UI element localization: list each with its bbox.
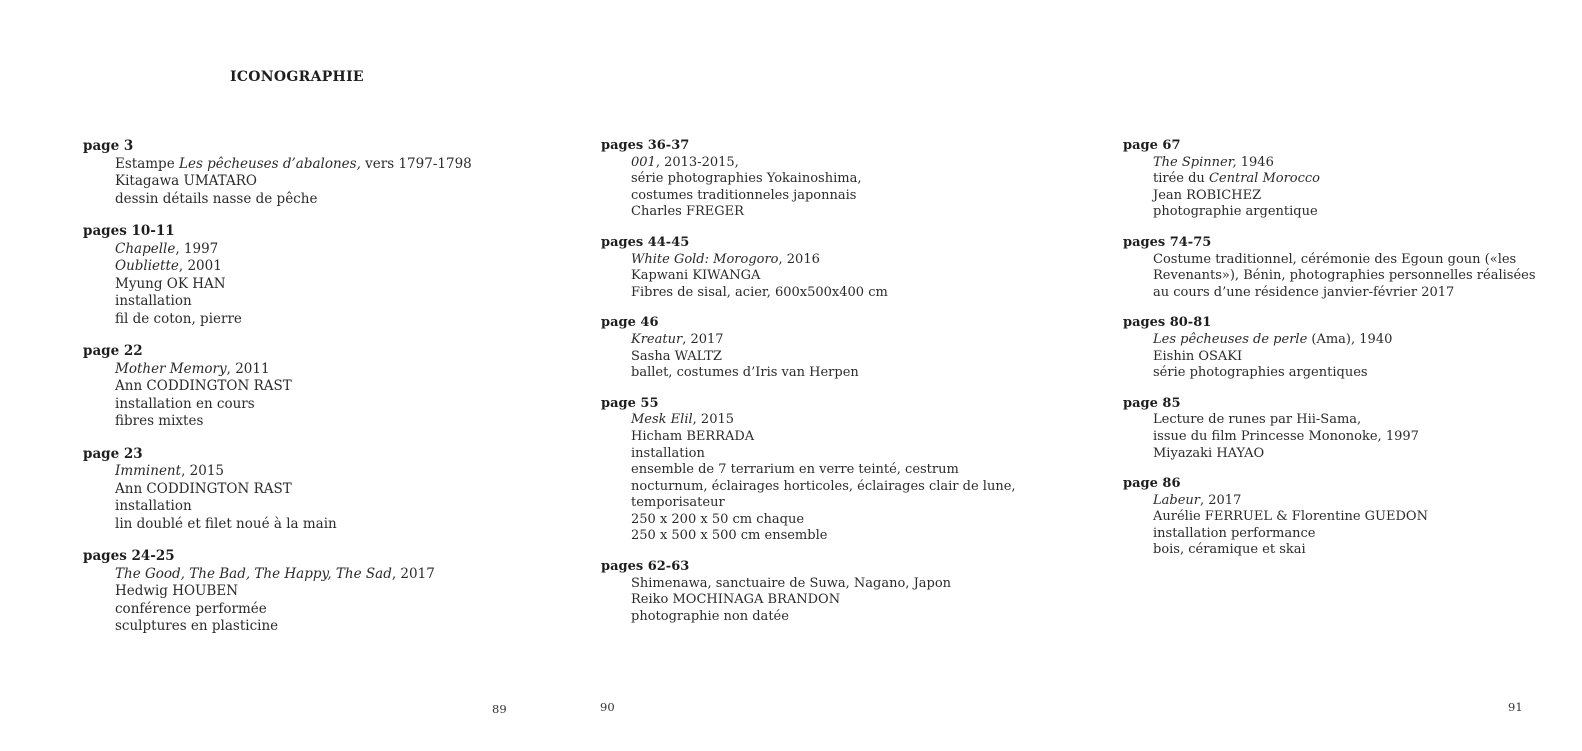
italic-title: Les pêcheuses d’abalones,: [178, 155, 361, 172]
entry-line: [1123, 493, 1563, 510]
entry-line: [83, 173, 513, 191]
text-segment: 250 x 500 x 500 cm ensemble: [631, 528, 828, 544]
italic-title: White Gold: Morogoro: [631, 251, 779, 267]
text-segment: bois, céramique et skai: [1153, 542, 1306, 558]
entry-line: [83, 276, 513, 294]
entry-line: [83, 311, 513, 329]
italic-title: Mother Memory: [115, 360, 227, 377]
entry-line: [83, 413, 513, 431]
entry-line: [601, 512, 1081, 529]
text-segment: Eishin OSAKI: [1153, 348, 1243, 364]
entry-page-label: pages 44-45: [601, 234, 690, 250]
page-number-left: 89: [492, 702, 507, 716]
text-segment: photographie non datée: [631, 608, 789, 624]
entry-page-label: page 3: [83, 138, 134, 154]
credit-entry: [1123, 235, 1563, 301]
text-segment: série photographies Yokainoshima,: [631, 171, 862, 187]
italic-title: Chapelle: [115, 240, 176, 257]
text-segment: Sasha WALTZ: [631, 348, 722, 364]
text-segment: Fibres de sisal, acier, 600x500x400 cm: [631, 284, 888, 300]
entry-line: [83, 618, 513, 636]
text-segment: Estampe: [115, 155, 179, 172]
text-segment: installation: [115, 293, 192, 309]
entry-line: [83, 258, 513, 276]
entry-line: [601, 429, 1081, 446]
credit-entry: [601, 138, 1081, 221]
entry-line: [83, 516, 513, 534]
text-segment: conférence performée: [115, 600, 267, 617]
entry-line: [601, 528, 1081, 545]
entry-line: [601, 412, 1081, 429]
text-segment: Revenants»), Bénin, photographies personnelles réalisées: [1153, 268, 1536, 284]
entry-line: [1123, 429, 1563, 446]
italic-title: The Good, The Bad, The Happy, The Sad: [115, 565, 392, 582]
italic-title: Oubliette: [115, 258, 179, 274]
text-segment: Jean ROBICHEZ: [1153, 187, 1262, 203]
entry-line: [83, 566, 513, 584]
entry-page-label: page 23: [83, 445, 143, 462]
entry-line: [601, 576, 1081, 593]
entry-line: [1123, 446, 1563, 463]
text-segment: , 2017: [682, 331, 724, 347]
text-segment: , 2015: [692, 412, 735, 428]
entry-line: [1123, 285, 1563, 302]
entry-line: [601, 446, 1081, 463]
entry-line: [1123, 268, 1563, 285]
entry-page-label: page 22: [83, 343, 143, 359]
text-segment: Reiko MOCHINAGA BRANDON: [631, 592, 841, 608]
text-segment: , 2001: [178, 258, 222, 274]
text-segment: (Ama), 1940: [1307, 331, 1393, 347]
text-segment: Costume traditionnel, cérémonie des Egoun goun («les: [1153, 251, 1517, 267]
entry-line: [1123, 188, 1563, 205]
entry-line: [83, 241, 513, 259]
credits-column-2: [601, 138, 1081, 639]
entry-line: [1123, 412, 1563, 429]
entry-line: [83, 498, 513, 516]
text-segment: Ann CODDINGTON RAST: [115, 378, 292, 394]
text-segment: installation en cours: [115, 395, 255, 412]
italic-title: Les pêcheuses de perle: [1153, 331, 1308, 347]
entry-line: [83, 583, 513, 601]
italic-title: The Spinner,: [1153, 154, 1237, 170]
entry-line: [601, 495, 1081, 512]
entry-line: [1123, 252, 1563, 269]
text-segment: installation: [631, 445, 705, 461]
entry-line: [83, 156, 513, 174]
text-segment: , 2011: [226, 360, 270, 377]
text-segment: Kapwani KIWANGA: [631, 268, 761, 284]
text-segment: Miyazaki HAYAO: [1153, 445, 1265, 461]
credit-entry: [1123, 138, 1563, 221]
text-segment: 250 x 200 x 50 cm chaque: [631, 511, 805, 527]
text-segment: tirée du: [1153, 171, 1209, 187]
entry-page-label: page 55: [601, 395, 659, 411]
entry-line: [601, 171, 1081, 188]
credit-entry: [601, 559, 1081, 625]
text-segment: 1946: [1236, 154, 1274, 170]
text-segment: ensemble de 7 terrarium en verre teinté, cestrum: [631, 462, 959, 478]
entry-line: [601, 479, 1081, 496]
text-segment: Hedwig HOUBEN: [115, 583, 239, 599]
entry-page-label: pages 74-75: [1123, 234, 1212, 250]
entry-page-label: page 85: [1123, 395, 1181, 411]
entry-page-label: pages 80-81: [1123, 315, 1212, 331]
text-segment: , 2013-2015,: [655, 154, 739, 170]
credit-entry: [83, 223, 513, 328]
text-segment: Shimenawa, sanctuaire de Suwa, Nagano, Japon: [631, 575, 952, 591]
credit-entry: [83, 343, 513, 431]
entry-line: [601, 349, 1081, 366]
text-segment: Ann CODDINGTON RAST: [115, 480, 292, 497]
entry-line: [1123, 204, 1563, 221]
entry-line: [1123, 365, 1563, 382]
entry-line: [1123, 155, 1563, 172]
page-heading: ICONOGRAPHIE: [230, 69, 364, 85]
entry-line: [601, 204, 1081, 221]
entry-page-label: page 46: [601, 315, 659, 331]
italic-title: Labeur: [1153, 492, 1200, 508]
text-segment: , 2017: [1200, 492, 1242, 508]
entry-line: [83, 463, 513, 481]
entry-line: [601, 592, 1081, 609]
text-segment: ballet, costumes d’Iris van Herpen: [631, 365, 859, 381]
text-segment: , 2015: [181, 463, 225, 479]
text-segment: série photographies argentiques: [1153, 365, 1368, 381]
entry-line: [1123, 349, 1563, 366]
credits-column-3: [1123, 138, 1563, 573]
entry-line: [83, 378, 513, 396]
text-segment: , 1997: [175, 240, 219, 257]
entry-line: [601, 285, 1081, 302]
entry-page-label: pages 24-25: [83, 548, 175, 564]
text-segment: installation performance: [1153, 525, 1316, 541]
text-segment: Hicham BERRADA: [631, 428, 755, 444]
text-segment: installation: [115, 498, 192, 514]
entry-line: [83, 361, 513, 379]
italic-title: 001: [631, 154, 656, 170]
entry-page-label: page 86: [1123, 476, 1181, 492]
text-segment: nocturnum, éclairages horticoles, éclairages clair de lune,: [631, 478, 1016, 494]
text-segment: photographie argentique: [1153, 204, 1318, 220]
text-segment: dessin détails nasse de pêche: [115, 190, 318, 207]
text-segment: fil de coton, pierre: [115, 310, 242, 327]
entry-line: [601, 462, 1081, 479]
entry-line: [1123, 332, 1563, 349]
text-segment: , 2017: [391, 565, 435, 582]
entry-page-label: page 67: [1123, 138, 1181, 153]
credit-entry: [601, 315, 1081, 381]
text-segment: vers 1797-1798: [360, 155, 472, 172]
text-segment: lin doublé et filet noué à la main: [115, 515, 337, 532]
entry-line: [601, 268, 1081, 285]
entry-line: [601, 252, 1081, 269]
entry-line: [1123, 171, 1563, 188]
entry-line: [601, 188, 1081, 205]
entry-line: [83, 481, 513, 499]
credit-entry: [1123, 315, 1563, 381]
entry-line: [83, 191, 513, 209]
entry-line: [601, 155, 1081, 172]
credit-entry: [83, 446, 513, 534]
entry-line: [601, 609, 1081, 626]
credit-entry: [1123, 396, 1563, 462]
entry-line: [601, 365, 1081, 382]
text-segment: temporisateur: [631, 495, 725, 511]
text-segment: Charles FREGER: [631, 204, 744, 220]
credit-entry: [83, 138, 513, 208]
entry-line: [1123, 509, 1563, 526]
entry-line: [1123, 526, 1563, 543]
italic-title: Mesk Elil: [631, 412, 693, 428]
text-segment: fibres mixtes: [115, 413, 204, 429]
text-segment: Aurélie FERRUEL & Florentine GUEDON: [1153, 509, 1428, 525]
entry-page-label: pages 10-11: [83, 223, 175, 239]
entry-line: [83, 601, 513, 619]
text-segment: issue du film Princesse Mononoke, 1997: [1153, 428, 1419, 444]
text-segment: sculptures en plasticine: [115, 618, 279, 634]
text-segment: , 2016: [778, 251, 820, 267]
text-segment: costumes traditionneles japonnais: [631, 187, 857, 203]
credit-entry: [601, 235, 1081, 301]
text-segment: au cours d’une résidence janvier-février 2017: [1153, 284, 1455, 300]
entry-line: [83, 396, 513, 414]
entry-page-label: pages 36-37: [601, 138, 690, 153]
text-segment: Kitagawa UMATARO: [115, 173, 257, 189]
page-number-middle: 90: [600, 700, 615, 714]
entry-line: [83, 293, 513, 311]
entry-page-label: pages 62-63: [601, 559, 690, 575]
credit-entry: [83, 548, 513, 636]
italic-title: Central Morocco: [1208, 171, 1321, 187]
credit-entry: [601, 396, 1081, 545]
entry-line: [601, 332, 1081, 349]
text-segment: Myung OK HAN: [115, 275, 226, 292]
credits-column-1: [83, 138, 513, 651]
page-number-right: 91: [1508, 700, 1523, 714]
credit-entry: [1123, 476, 1563, 559]
entry-line: [1123, 542, 1563, 559]
italic-title: Imminent: [115, 463, 182, 479]
text-segment: Lecture de runes par Hii-Sama,: [1153, 412, 1362, 428]
italic-title: Kreatur: [631, 331, 683, 347]
